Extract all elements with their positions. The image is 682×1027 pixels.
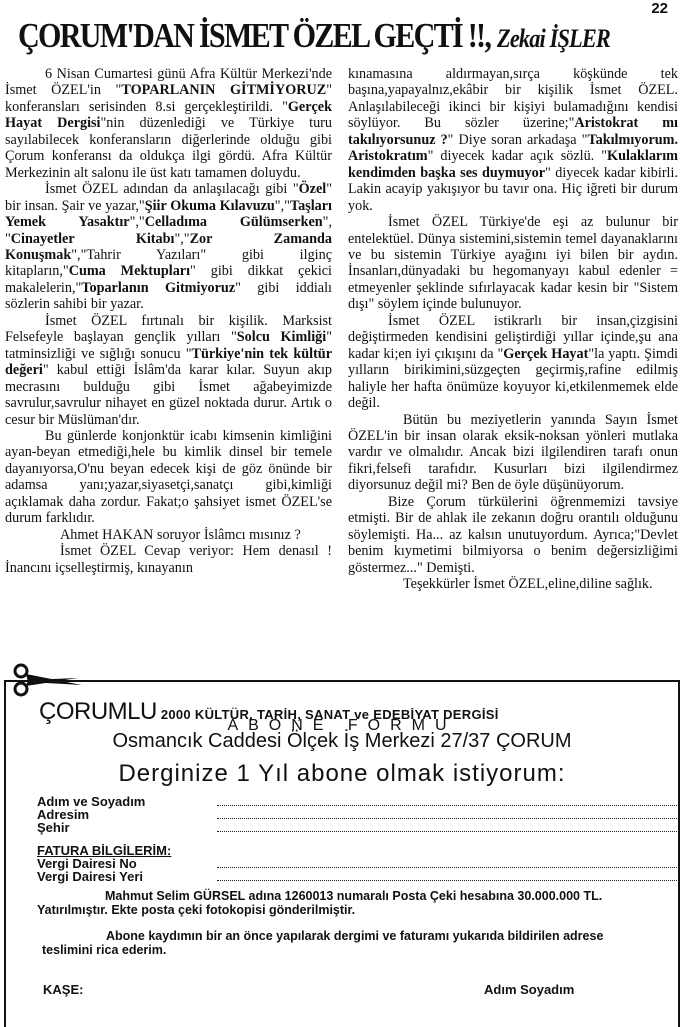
fill-line (217, 830, 677, 832)
text-run: " gibi iddialı sözlerin sahibi bir yazar. (5, 279, 332, 313)
text-run: ","Tahrir Yazıları" gibi ilginç kitapların," (5, 246, 332, 280)
text-run: " diyecek kadar kibirli. Lakin acayip yakışıyor bu tavır ona. Hiç iğreti bir durum yok. (348, 164, 678, 214)
signature-label: Adım Soyadım (484, 982, 575, 997)
emphasis-text: Celladıma Gülümserken (144, 214, 323, 231)
city-field[interactable] (37, 820, 217, 835)
paragraph: İsmet ÖZEL Türkiye'de eşi az bulunur bir entelektüel. Dünya sistemini,sistemin temel dayanaklarını ve bu sistemin Türkiye ayağını iyi bilen bir aydın. İnsanları,dünyadaki bu hegomanyayı kabul edenler = etmeyenler şeklinde sıfırlayacak kadar kesin bir "Sistem dışı" söylem içinde bulunuyor. (348, 214, 678, 313)
paragraph: İsmet ÖZEL Cevap veriyor: Hem denasıl ! İnancını içselleştirmiş, kınayanın (5, 543, 332, 576)
text-run: İsmet ÖZEL fırtınalı bir kişilik. Marksist Felsefeyle başlayan gençlik yılları " (5, 312, 332, 346)
magazine-brand: ÇORUMLU (39, 698, 157, 725)
text-run: İsmet ÖZEL adından da anlaşılacağı gibi " (45, 181, 299, 198)
author-name: Zekai İŞLER (497, 24, 610, 53)
title-text: ÇORUM'DAN İSMET ÖZEL GEÇTİ !!, (18, 16, 491, 55)
text-run: " bir insan. Şair ve yazar," (5, 181, 332, 214)
emphasis-text: Toparlanın Gitmiyoruz (81, 279, 236, 296)
text-run: " gibi dikkat çekici makalelerin," (5, 263, 332, 296)
emphasis-text: Özel (298, 181, 327, 198)
emphasis-text: Taşları Yemek Yasaktır (5, 197, 332, 231)
text-run: " tatminsizliği ve sığlığı sonucu " (5, 329, 333, 362)
field-label: Şehir (37, 820, 70, 835)
text-run: ", " (5, 214, 332, 247)
tax-info-heading: FATURA BİLGİLERİM: (37, 843, 172, 858)
emphasis-text: Aristokrat mı takılıyorsunuz ? (348, 115, 678, 148)
paragraph (5, 313, 332, 428)
text-run: "nin düzenlediği ve Türkiye turu sayılabilecek konferansların diğerlerinde olduğu gibi Çorum konferansı da oldukça ilgi gördü. Afra Kültür Merkezinin alt salonu ile üst katı tamamen doluydu. (5, 115, 332, 181)
subscription-request: Derginize 1 Yıl abone olmak istiyorum: (118, 760, 566, 787)
emphasis-text: Türkiye'nin tek kültür değeri (5, 345, 332, 379)
text-run: kınamasına aldırmayan,sırça köşkünde tek başına,yapayalnız,ekâbir bir kişilik İsmet ÖZEL. Anlaşılabileceği ikinci bir kişiyi bulamadığını kendisi söylüyor. Bu sözler üzerine;" (348, 66, 678, 132)
emphasis-text: Cinayetler Kitabı (10, 230, 175, 247)
text-run: İsmet ÖZEL istikrarlı bir insan,çizgisini değiştirmeden kendisini geliştirdiği yıllar içinde,şu ana kadar ki;en iyi çıkışını da " (348, 312, 678, 362)
paragraph: Ahmet HAKAN soruyor İslâmcı mısınız ? (60, 526, 301, 543)
right-column (348, 66, 678, 593)
text-run: "," (274, 197, 290, 214)
text-run: 6 Nisan Cumartesi günü Afra Kültür Merkezi'nde İsmet ÖZEL'in " (5, 66, 332, 99)
field-label: Adresim (37, 807, 90, 822)
field-label: Adım ve Soyadım (37, 794, 146, 809)
magazine-subtitle: 2000 KÜLTÜR, TARİH, SANAT ve EDEBİYAT DERGİSİ (160, 707, 499, 722)
fill-line (217, 879, 677, 881)
emphasis-text: TOPARLANIN GİTMİYORUZ (121, 82, 327, 99)
emphasis-text: Gerçek Hayat (503, 345, 589, 362)
left-column (5, 66, 332, 576)
paragraph (348, 66, 678, 214)
emphasis-text: Gerçek Hayat Dergisi (5, 98, 332, 132)
fill-line (217, 804, 677, 806)
magazine-address: Osmancık Caddesi Ölçek İş Merkezi 27/37 ÇORUM (112, 730, 572, 752)
text-run: " diyecek kadar açık sözlü. " (427, 148, 608, 165)
stamp-label: KAŞE: (43, 982, 84, 997)
paragraph: Bize Çorum türkülerini öğrenmemizi tavsiye etmişti. Bir de ahlak ile zekanın doğru orantılı olduğunu söylemişti. Ha... az kalsın unutuyordum. Ayrıca;"Devlet benim kıymetimi bilmiyorsa o benim değersizliğimi göstermez..." Demişti. (348, 493, 678, 576)
paragraph (348, 313, 678, 412)
fill-line (217, 866, 677, 868)
emphasis-text: Şiir Okuma Kılavuzu (144, 197, 275, 214)
emphasis-text: Cuma Mektupları (68, 263, 191, 280)
tax-office-place-field[interactable] (37, 869, 217, 884)
paragraph (5, 66, 332, 181)
emphasis-text: Kulaklarım kendimden başka ses duymuyor (348, 148, 678, 181)
fill-line (217, 817, 677, 819)
text-run: "," (174, 230, 190, 247)
form-title: ABONE FORMU (227, 717, 457, 734)
paragraph: Teşekkürler İsmet ÖZEL,eline,diline sağlık. (403, 576, 653, 593)
text-run: " konferansları serisinden 8.si gerçekleştirildi. " (5, 82, 332, 115)
page-number: 22 (651, 0, 668, 17)
subscription-form (4, 680, 680, 1027)
text-run: " Diye soran arkadaşa " (447, 131, 588, 148)
paragraph: Bütün bu meziyetlerin yanında Sayın İsmet ÖZEL'in bir insan olarak eksik-noksan yönleri mutlaka vardır ve olmalıdır. Ancak bizi ilgilendiren tarafı onun fikri,felsefi tarafıdır. Kusurları bizi ilgilendirmez diyorsunuz değil mi? Ben de öyle düşünüyorum. (348, 411, 678, 494)
text-run: "," (129, 214, 145, 231)
field-label: Vergi Dairesi Yeri (37, 869, 143, 884)
field-label: Vergi Dairesi No (37, 856, 137, 871)
text-run: "la yaptı. Şimdi yılların birikimini,süzgeçten geçirmiş,rafine edilmiş haliyle her hafta önümüze koyuyor ki,etkilenmemek elde değil. (348, 345, 679, 412)
emphasis-text: Zor Zamanda Konuşmak (5, 230, 332, 263)
emphasis-text: Solcu Kimliği (236, 329, 327, 346)
text-run: " kabul ettiği İslâm'da karar kılar. Suyun akıp mecrasını bulduğu gibi İsmet ağabeyimizde savrulur,savrulur nihayet en güzel noktada durur. Artık o cesur bir Müslüman'dır. (5, 362, 332, 428)
paragraph: Bu günlerde konjonktür icabı kimsenin kimliğini ayan-beyan etmediği,hele bu kimlik dinsel bir temele dayanıyorsa,O'nu beyan edecek kişi de göz önünde bir adamsa yanı;yazar,siyasetçi,sanatçı gibi,kimliği açıklamak daha zordur. Fakat;o şahsiyet ismet ÖZEL'se durum farklıdır. (5, 427, 332, 527)
delivery-request: Abone kaydımın bir an önce yapılarak dergimi ve faturamı yukarıda bildirilen adrese teslimini rica ederim. (42, 929, 604, 957)
article-title (18, 16, 610, 56)
payment-note: Mahmut Selim GÜRSEL adına 1260013 numaralı Posta Çeki hesabına 30.000.000 TL. Yatırılmıştır. Ekte posta çeki fotokopisi gönderilmiştir. (37, 889, 603, 917)
emphasis-text: Takılmıyorum. Aristokratım (348, 131, 678, 165)
paragraph (5, 181, 332, 313)
